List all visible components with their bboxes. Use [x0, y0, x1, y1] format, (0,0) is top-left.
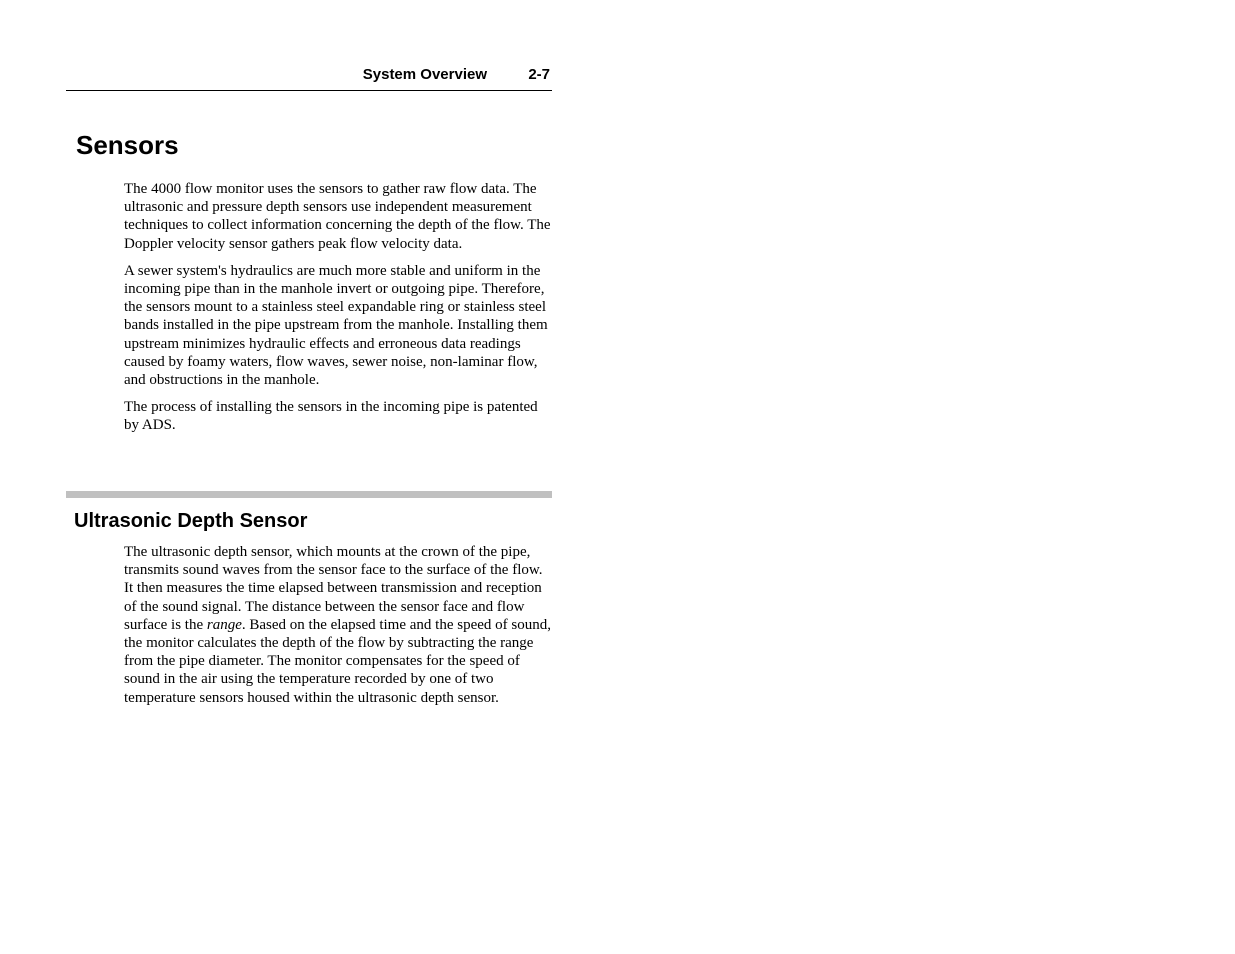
- sensors-paragraph-3: The process of installing the sensors in the incoming pipe is patented by ADS.: [124, 399, 538, 434]
- sensors-heading: Sensors: [76, 130, 179, 160]
- ultrasonic-paragraph: [124, 543, 554, 707]
- ultrasonic-body: [124, 543, 554, 716]
- ultrasonic-heading: Ultrasonic Depth Sensor: [74, 510, 308, 532]
- header-section-name: System Overview: [362, 66, 487, 83]
- section-divider-bar: [66, 491, 552, 498]
- ultrasonic-text-part-1: The ultrasonic depth sensor, which mounts at the crown of the pipe, transmits sound waves from the sensor face to the surface of the flow. It then measures the time elapsed between transmission and reception of the sound signal. The distance between the sensor face and flow surface is the: [124, 544, 543, 633]
- sensors-body: [124, 180, 554, 444]
- running-header: [66, 62, 552, 91]
- sensors-paragraph-1: The 4000 flow monitor uses the sensors to gather raw flow data. The ultrasonic and pressure depth sensors use independent measurement techniques to collect information concerning the depth of the flow. The Doppler velocity sensor gathers peak flow velocity data.: [124, 181, 551, 252]
- ultrasonic-text-part-2: . Based on the elapsed time and the speed of sound, the monitor calculates the depth of the flow by subtracting the range from the pipe diameter. The monitor compensates for the speed of sound in the air using the temperature recorded by one of two temperature sensors housed within the ultrasonic depth sensor.: [124, 616, 551, 706]
- sensors-paragraph-2: A sewer system's hydraulics are much more stable and uniform in the incoming pipe than in the manhole invert or outgoing pipe. Therefore, the sensors mount to a stainless steel expandable ring or stainless steel bands installed in the pipe upstream from the manhole. Installing them upstream minimizes hydraulic effects and erroneous data readings caused by foamy waters, flow waves, sewer noise, non-laminar flow, and obstructions in the manhole.: [124, 262, 548, 389]
- ultrasonic-term-range: range: [206, 616, 242, 633]
- header-page-number: 2-7: [528, 66, 550, 83]
